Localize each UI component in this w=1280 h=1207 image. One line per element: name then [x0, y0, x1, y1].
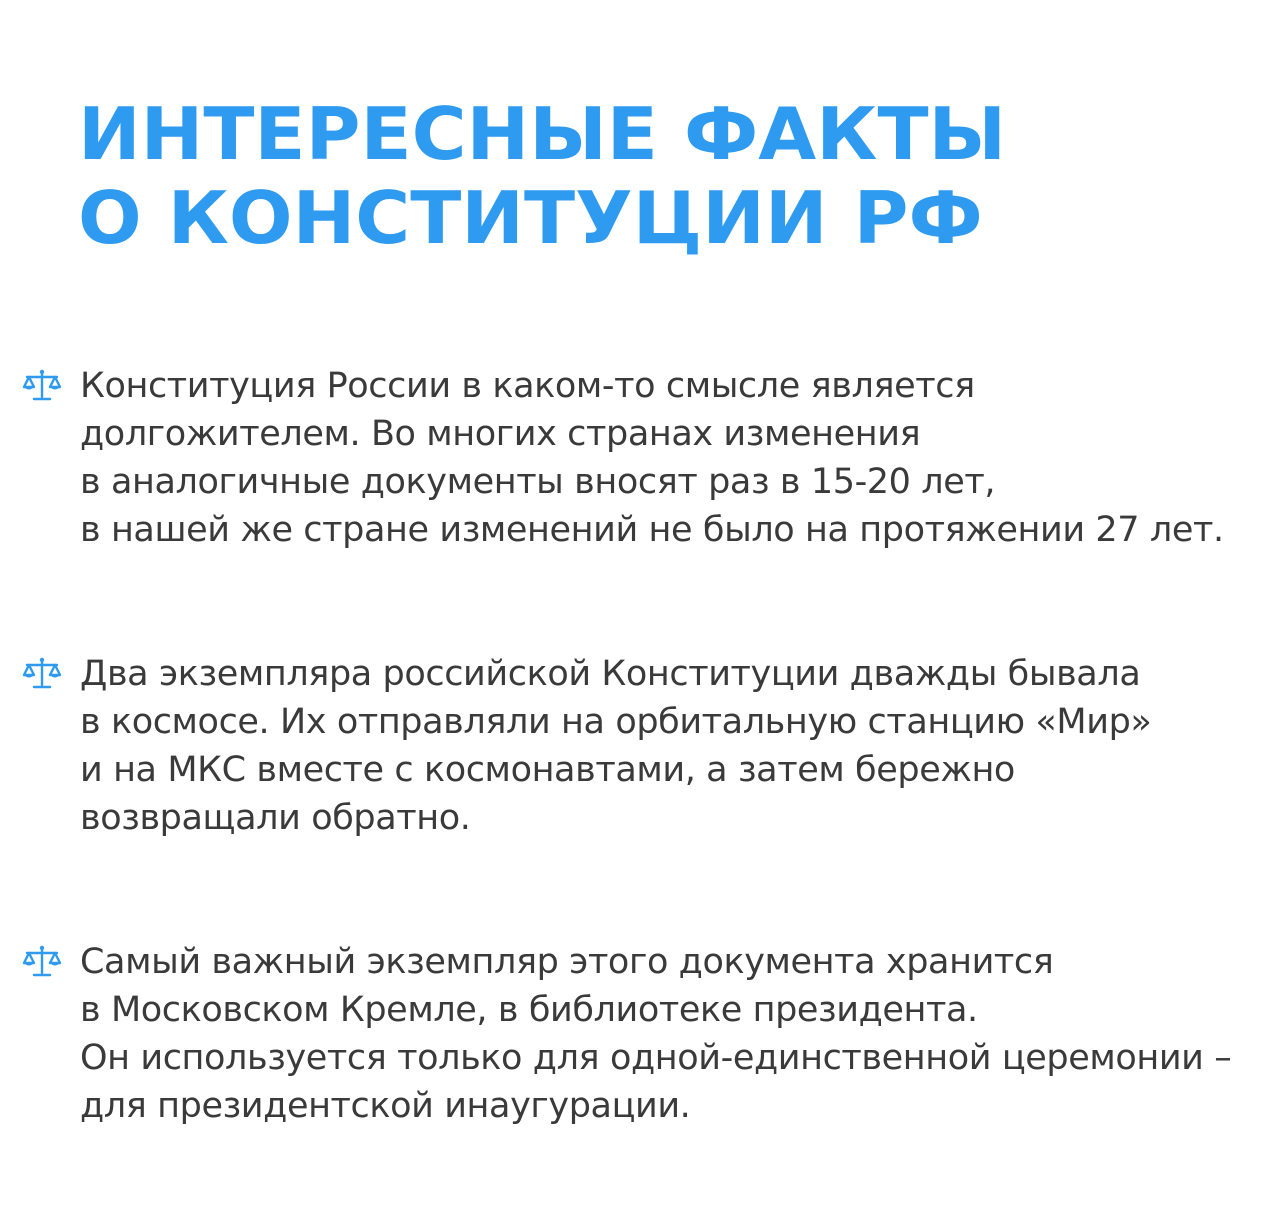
title-line-1: ИНТЕРЕСНЫЕ ФАКТЫ — [78, 92, 1007, 176]
fact-line: в нашей же стране изменений не было на протяжении 27 лет. — [80, 510, 1224, 550]
fact-text-3 — [80, 938, 1231, 1130]
title-line-2: О КОНСТИТУЦИИ РФ — [78, 176, 983, 260]
scales-icon — [22, 944, 62, 978]
fact-line: Конституция России в каком-то смысле является — [80, 366, 975, 406]
fact-line: возвращали обратно. — [80, 798, 471, 838]
fact-text-1 — [80, 362, 1224, 554]
fact-line: Он используется только для одной-единственной церемонии – — [80, 1038, 1232, 1078]
scales-icon — [22, 656, 62, 690]
fact-line: в космосе. Их отправляли на орбитальную станцию «Мир» — [80, 702, 1152, 742]
fact-text-2 — [80, 650, 1151, 842]
fact-line: и на МКС вместе с космонавтами, а затем бережно — [80, 750, 1015, 790]
fact-line: в Московском Кремле, в библиотеке президента. — [80, 990, 978, 1030]
fact-line: долгожителем. Во многих странах изменения — [80, 414, 921, 454]
scales-icon — [22, 368, 62, 402]
fact-line: Два экземпляра российской Конституции дважды бывала — [80, 654, 1141, 694]
fact-line: Самый важный экземпляр этого документа хранится — [80, 942, 1054, 982]
page-title — [78, 92, 1006, 260]
fact-line: в аналогичные документы вносят раз в 15-20 лет, — [80, 462, 996, 502]
fact-line: для президентской инаугурации. — [80, 1086, 691, 1126]
